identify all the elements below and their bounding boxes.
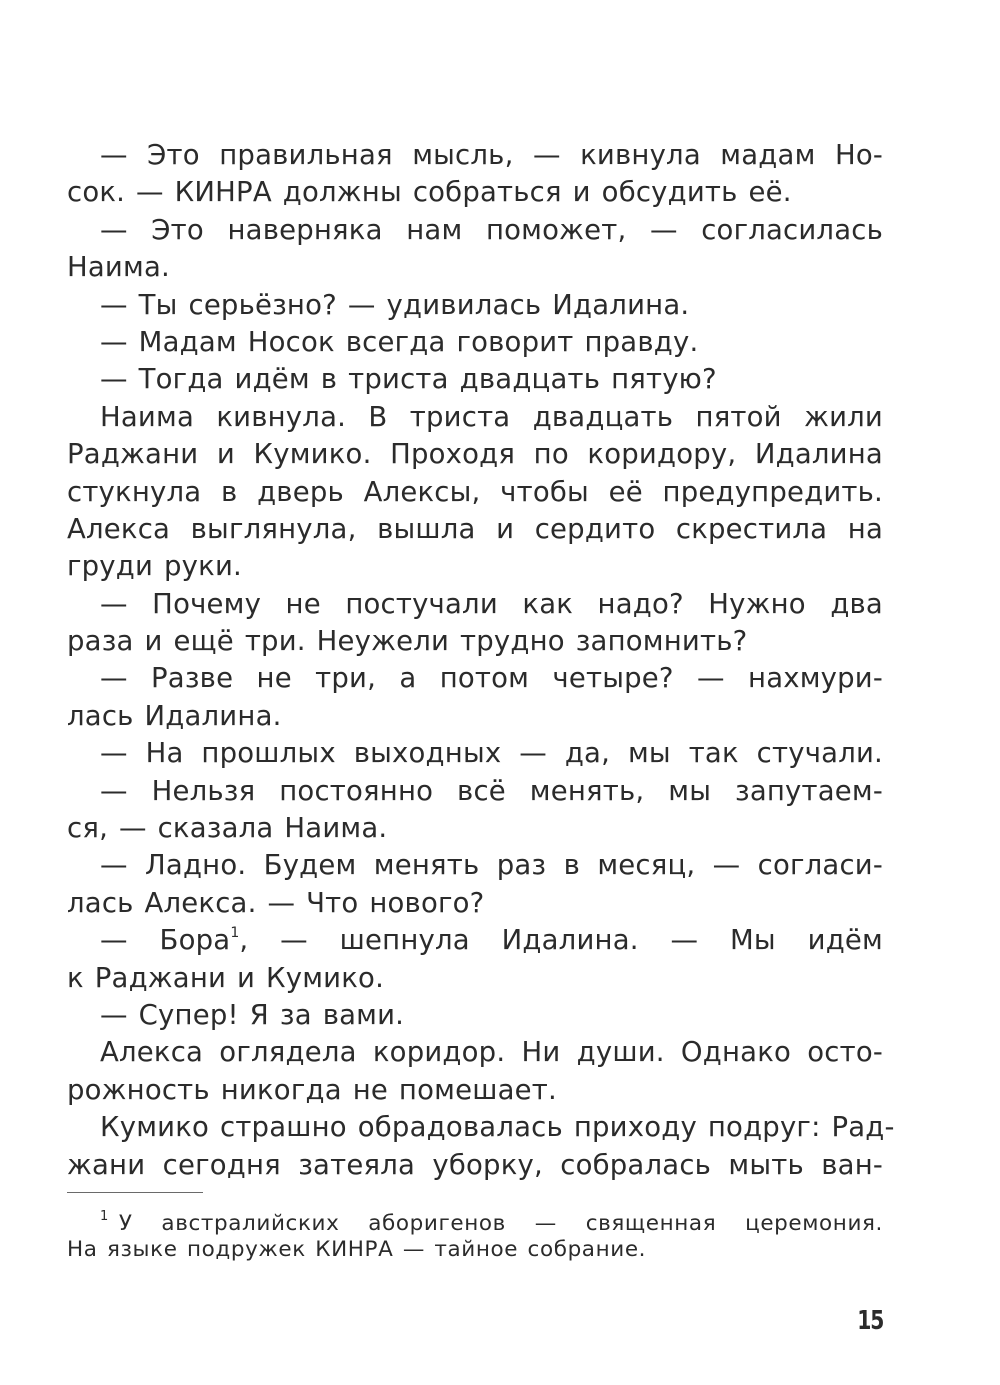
- text-line: — Мадам Носок всегда говорит правду.: [100, 325, 699, 358]
- footnote-reference[interactable]: 1: [230, 925, 240, 942]
- footnote: [67, 1203, 883, 1265]
- text-fragment: — Бора: [100, 924, 231, 957]
- text-line: раза и ещё три. Неужели трудно запомнить?: [67, 625, 748, 658]
- text-line: Алекса оглядела коридор. Ни души. Однако осто-: [100, 1036, 883, 1069]
- text-line: — Супер! Я за вами.: [100, 998, 405, 1031]
- text-line: — Почему не постучали как надо? Нужно два: [100, 587, 883, 620]
- text-line-with-footnote: [67, 922, 883, 959]
- text-line: — На прошлых выходных — да, мы так стучали.: [100, 737, 883, 770]
- text-line: ся, — сказала Наима.: [67, 812, 388, 845]
- text-line: Наима кивнула. В триста двадцать пятой жили: [100, 400, 883, 433]
- text-line: рожность никогда не помешает.: [67, 1073, 557, 1106]
- text-line: — Нельзя постоянно всё менять, мы запутаем-: [100, 774, 883, 807]
- text-line: лась Алекса. — Что нового?: [67, 886, 485, 919]
- footnote-text: У австралийских аборигенов — священная церемония.: [118, 1211, 883, 1237]
- footnote-line: [67, 1203, 883, 1237]
- main-text: [67, 137, 895, 1184]
- footnote-divider: [67, 1192, 203, 1193]
- text-line: стукнула в дверь Алексы, чтобы её предупредить.: [67, 475, 883, 508]
- text-line: к Раджани и Кумико.: [67, 961, 385, 994]
- text-line: Раджани и Кумико. Проходя по коридору, Идалина: [67, 438, 883, 471]
- footnote-mark: 1: [100, 1209, 109, 1224]
- text-line: — Тогда идём в триста двадцать пятую?: [100, 363, 717, 396]
- text-line: лась Идалина.: [67, 699, 282, 732]
- text-fragment: , — шепнула Идалина. — Мы идём: [239, 924, 883, 957]
- text-line: жани сегодня затеяла уборку, собралась мыть ван-: [67, 1148, 883, 1181]
- text-line: — Ладно. Будем менять раз в месяц, — согласи-: [100, 849, 883, 882]
- text-line: сок. — КИНРА должны собраться и обсудить её.: [67, 176, 792, 209]
- page-number: 15: [857, 1306, 883, 1336]
- text-line: — Ты серьёзно? — удивилась Идалина.: [100, 288, 690, 321]
- text-line: — Это наверняка нам поможет, — согласилась: [100, 213, 883, 246]
- footnote-line: На языке подружек КИНРА — тайное собрание.: [67, 1237, 647, 1262]
- text-line: Кумико страшно обрадовалась приходу подруг: Рад-: [100, 1111, 895, 1144]
- text-line: — Это правильная мысль, — кивнула мадам Но-: [100, 139, 883, 171]
- text-line: Алекса выглянула, вышла и сердито скрестила на: [67, 512, 883, 545]
- text-line: — Разве не три, а потом четыре? — нахмури-: [100, 662, 883, 695]
- text-line: груди руки.: [67, 550, 242, 583]
- text-line: Наима.: [67, 251, 170, 284]
